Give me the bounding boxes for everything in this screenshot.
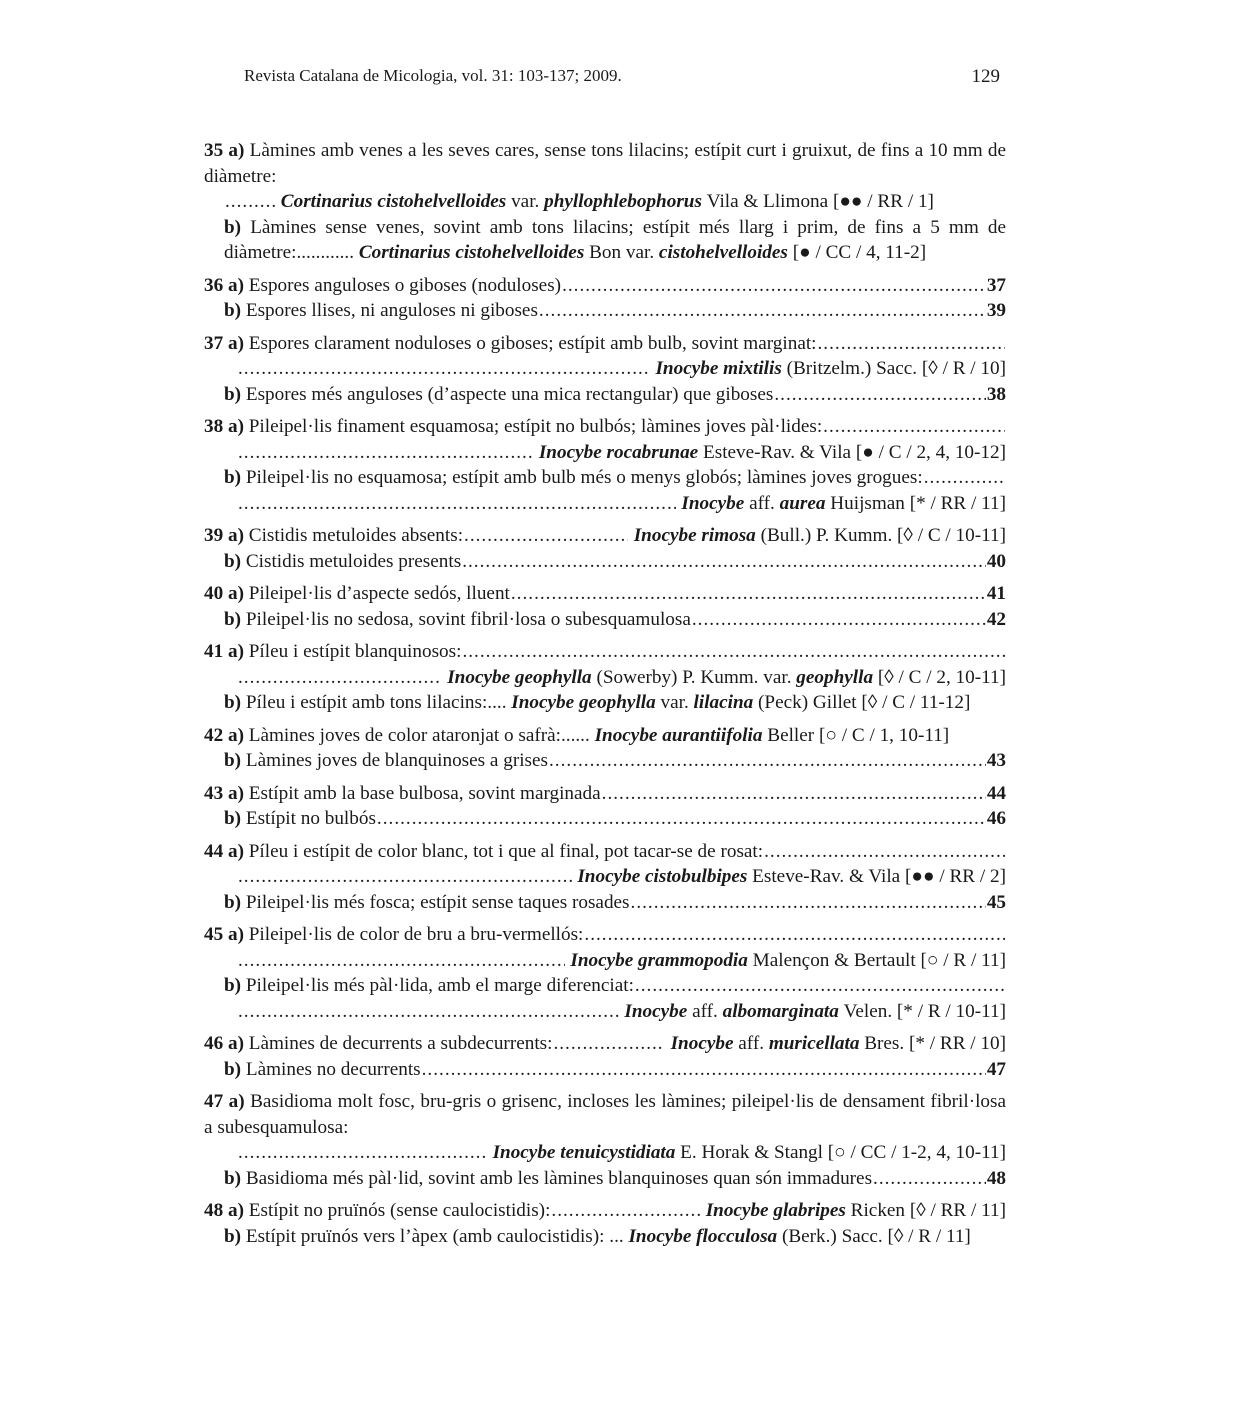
- couplet-45: [204, 922, 1006, 1024]
- couplet-47: [204, 1089, 1006, 1191]
- couplet-44: [204, 839, 1006, 916]
- couplet-43-a: 43 a) Estípit amb la base bulbosa, sovint marginada ..... 44: [204, 781, 1006, 807]
- couplet-40-a: 40 a) Pileipel·lis d’aspecte sedós, lluent ..... 41: [204, 581, 1006, 607]
- couplet-37-a-result: ..... Inocybe mixtilis (Britzelm.) Sacc. [◊ / R / 10]: [204, 356, 1006, 382]
- couplet-35-b: b) Làmines sense venes, sovint amb tons lilacins; estípit més llarg i prim, de fins a 5 mm de diàmetre:............ Cortinarius cistohelvelloides Bon var. cistohelvelloides [● / CC / 4, 11-2]: [224, 216, 1006, 263]
- couplet-38-b-result: ..... Inocybe aff. aurea Huijsman [* / RR / 11]: [204, 491, 1006, 517]
- couplet-44-a-result: ..... Inocybe cistobulbipes Esteve-Rav. & Vila [●● / RR / 2]: [204, 864, 1006, 890]
- couplet-43: [204, 781, 1006, 832]
- couplet-36: [204, 273, 1006, 324]
- couplet-46: [204, 1031, 1006, 1082]
- couplet-45-a-result: ..... Inocybe grammopodia Malençon & Bertault [○ / R / 11]: [204, 948, 1006, 974]
- couplet-48-b: b) Estípit pruïnós vers l’àpex (amb caulocistidis): ... Inocybe flocculosa (Berk.) Sacc. [◊ / R / 11]: [224, 1225, 971, 1247]
- couplet-42: [204, 723, 1006, 774]
- couplet-39-a: 39 a) Cistidis metuloides absents: ..... Inocybe rimosa (Bull.) P. Kumm. [◊ / C / 10-11]: [204, 523, 1006, 549]
- couplet-44-a: 44 a) Píleu i estípit de color blanc, tot i que al final, pot tacar-se de rosat: .....: [204, 839, 1006, 865]
- couplet-40: [204, 581, 1006, 632]
- couplet-47-a-text: 47 a) Basidioma molt fosc, bru-gris o grisenc, incloses les làmines; pileipel·lis de densament fibril·losa a subesquamulosa:: [204, 1091, 1007, 1138]
- running-header: [244, 66, 1000, 92]
- couplet-35: [204, 138, 1006, 266]
- couplet-48-a: 48 a) Estípit no pruïnós (sense caulocistidis): ..... Inocybe glabripes Ricken [◊ / RR / 11]: [204, 1198, 1006, 1224]
- couplet-39: [204, 523, 1006, 574]
- couplet-48: [204, 1198, 1006, 1249]
- couplet-45-b-result: ..... Inocybe aff. albomarginata Velen. [* / R / 10-11]: [204, 999, 1006, 1025]
- couplet-47-b: b) Basidioma més pàl·lid, sovint amb les làmines blanquinoses quan són immadures ..... 48: [204, 1166, 1006, 1192]
- couplet-41: [204, 639, 1006, 716]
- couplet-35-a-result: ..... Cortinarius cistohelvelloides var. phyllophlebophorus Vila & Llimona [●● / RR / 1]: [204, 189, 1006, 215]
- couplet-46-a: 46 a) Làmines de decurrents a subdecurrents: ..... Inocybe aff. muricellata Bres. [* / RR / 10]: [204, 1031, 1006, 1057]
- couplet-38: [204, 414, 1006, 516]
- couplet-38-a: 38 a) Pileipel·lis finament esquamosa; estípit no bulbós; làmines joves pàl·lides: .....: [204, 414, 1006, 440]
- couplet-37-a: 37 a) Espores clarament noduloses o giboses; estípit amb bulb, sovint marginat: .....: [204, 331, 1006, 357]
- couplet-46-b: b) Làmines no decurrents ..... 47: [204, 1057, 1006, 1083]
- couplet-38-a-result: ..... Inocybe rocabrunae Esteve-Rav. & Vila [● / C / 2, 4, 10-12]: [204, 440, 1006, 466]
- couplet-42-b: b) Làmines joves de blanquinoses a grises ..... 43: [204, 748, 1006, 774]
- couplet-36-a: 36 a) Espores anguloses o giboses (noduloses) ..... 37: [204, 273, 1006, 299]
- couplet-47-a-result: ..... Inocybe tenuicystidiata E. Horak & Stangl [○ / CC / 1-2, 4, 10-11]: [204, 1140, 1006, 1166]
- couplet-40-b: b) Pileipel·lis no sedosa, sovint fibril·losa o subesquamulosa ..... 42: [204, 607, 1006, 633]
- couplet-36-b: b) Espores llises, ni anguloses ni giboses ..... 39: [204, 298, 1006, 324]
- couplet-45-a: 45 a) Pileipel·lis de color de bru a bru-vermellós: .....: [204, 922, 1006, 948]
- couplet-37-b: b) Espores més anguloses (d’aspecte una mica rectangular) que giboses ..... 38: [204, 382, 1006, 408]
- couplet-41-b: b) Píleu i estípit amb tons lilacins: .... Inocybe geophylla var. lilacina (Peck) Gillet [◊ / C / 11-12]: [224, 692, 971, 713]
- couplet-45-b: b) Pileipel·lis més pàl·lida, amb el marge diferenciat: .....: [204, 973, 1006, 999]
- page-number: 129: [971, 66, 1000, 87]
- couplet-42-a: 42 a) Làmines joves de color ataronjat o safrà: ...... Inocybe aurantiifolia Beller [○ / C / 1, 10-11]: [204, 724, 950, 746]
- identification-key: [204, 138, 1006, 1256]
- couplet-41-a: 41 a) Píleu i estípit blanquinosos: .....: [204, 639, 1006, 665]
- couplet-44-b: b) Pileipel·lis més fosca; estípit sense taques rosades ..... 45: [204, 890, 1006, 916]
- couplet-38-b: b) Pileipel·lis no esquamosa; estípit amb bulb més o menys globós; làmines joves grogues: .....: [204, 465, 1006, 491]
- couplet-43-b: b) Estípit no bulbós ..... 46: [204, 806, 1006, 832]
- journal-citation: Revista Catalana de Micologia, vol. 31: 103-137; 2009.: [244, 66, 622, 85]
- couplet-37: [204, 331, 1006, 408]
- couplet-35-a-text: 35 a) Làmines amb venes a les seves cares, sense tons lilacins; estípit curt i gruixut, de fins a 10 mm de diàmetre:: [204, 140, 1007, 187]
- couplet-39-b: b) Cistidis metuloides presents ..... 40: [204, 549, 1006, 575]
- couplet-41-a-result: ..... Inocybe geophylla (Sowerby) P. Kumm. var. geophylla [◊ / C / 2, 10-11]: [204, 665, 1006, 691]
